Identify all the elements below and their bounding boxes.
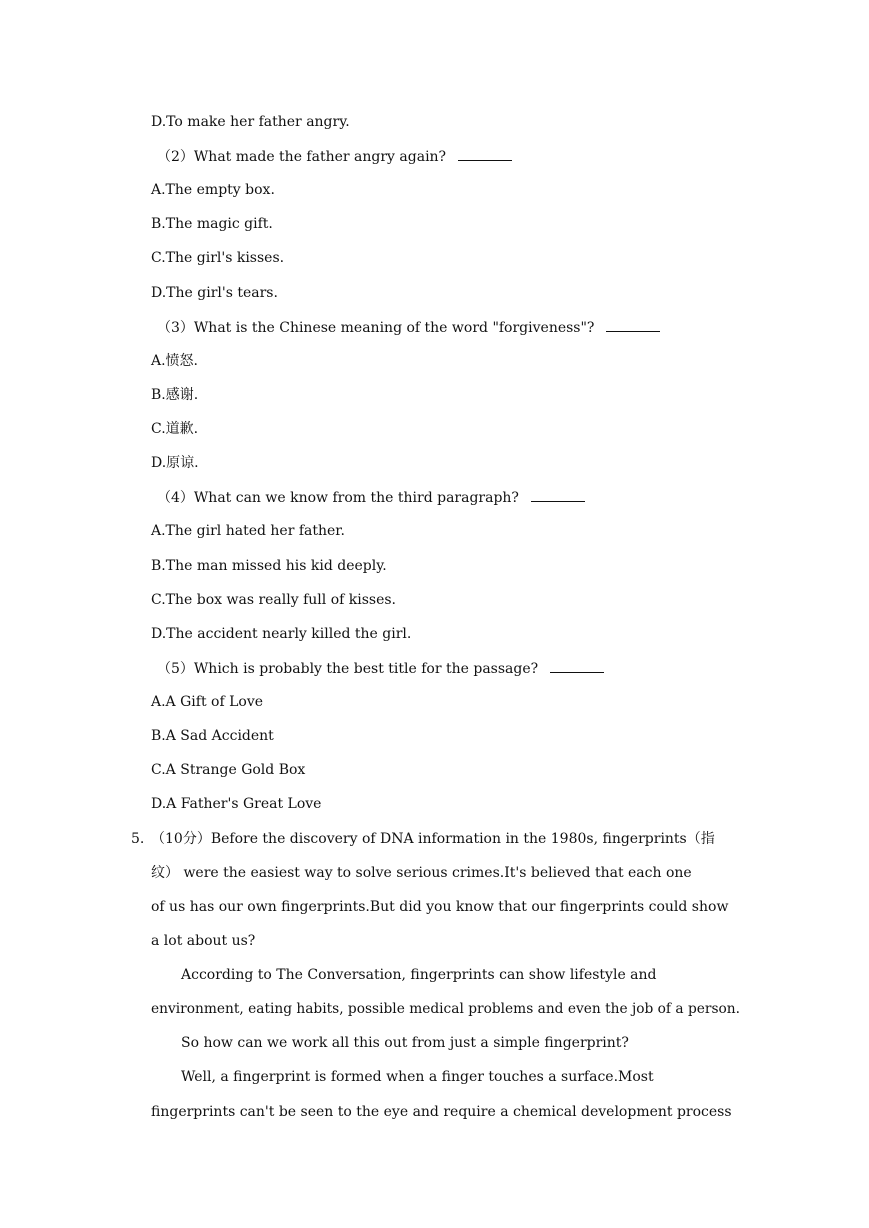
q3-answer-blank[interactable] xyxy=(606,317,660,332)
q5-option-b: B.A Sad Accident xyxy=(151,728,274,744)
passage-line-3: of us has our own fingerprints.But did you know that our fingerprints could show xyxy=(151,899,729,915)
q2-prompt-text: （2）What made the father angry again? xyxy=(157,149,447,165)
q2-option-d: D.The girl's tears. xyxy=(151,285,278,301)
passage-para2-line-2: environment, eating habits, possible medical problems and even the job of a person. xyxy=(151,1001,740,1017)
q4-prompt-text: （4）What can we know from the third paragraph? xyxy=(157,490,519,506)
q5-option-c: C.A Strange Gold Box xyxy=(151,762,306,778)
passage-para3: So how can we work all this out from just a simple fingerprint? xyxy=(181,1035,629,1051)
q2-option-a: A.The empty box. xyxy=(151,182,275,198)
passage-para2-line-1: According to The Conversation, fingerprints can show lifestyle and xyxy=(181,967,657,983)
q4-prompt xyxy=(157,487,585,508)
q1-option-d: D.To make her father angry. xyxy=(151,114,350,130)
q3-prompt-text: （3）What is the Chinese meaning of the word "forgiveness"? xyxy=(157,320,595,336)
q5-prompt-text: （5）Which is probably the best title for the passage? xyxy=(157,661,539,677)
q2-option-c: C.The girl's kisses. xyxy=(151,250,285,266)
passage-para4-line-2: fingerprints can't be seen to the eye and require a chemical development process xyxy=(151,1104,732,1120)
q4-option-c: C.The box was really full of kisses. xyxy=(151,592,397,608)
q5-option-a: A.A Gift of Love xyxy=(151,694,264,710)
q2-option-b: B.The magic gift. xyxy=(151,216,273,232)
q4-option-b: B.The man missed his kid deeply. xyxy=(151,558,387,574)
q2-answer-blank[interactable] xyxy=(458,146,512,161)
q3-option-c: C.道歉. xyxy=(151,421,199,437)
q2-prompt xyxy=(157,146,512,167)
q4-option-d: D.The accident nearly killed the girl. xyxy=(151,626,412,642)
passage-line-1: （10分）Before the discovery of DNA information in the 1980s, fingerprints（指 xyxy=(151,831,715,847)
q3-prompt xyxy=(157,317,660,338)
passage-para4-line-1: Well, a fingerprint is formed when a finger touches a surface.Most xyxy=(181,1069,654,1085)
q5-answer-blank[interactable] xyxy=(550,658,604,673)
question-number: 5. xyxy=(131,831,145,847)
q5-prompt xyxy=(157,658,604,679)
q4-answer-blank[interactable] xyxy=(531,487,585,502)
q5-option-d: D.A Father's Great Love xyxy=(151,796,322,812)
passage-line-2: 纹） were the easiest way to solve serious crimes.It's believed that each one xyxy=(151,865,692,881)
q4-option-a: A.The girl hated her father. xyxy=(151,523,345,539)
q3-option-d: D.原谅. xyxy=(151,455,199,471)
q3-option-a: A.愤怒. xyxy=(151,353,199,369)
passage-line-4: a lot about us? xyxy=(151,933,256,949)
q3-option-b: B.感谢. xyxy=(151,387,199,403)
